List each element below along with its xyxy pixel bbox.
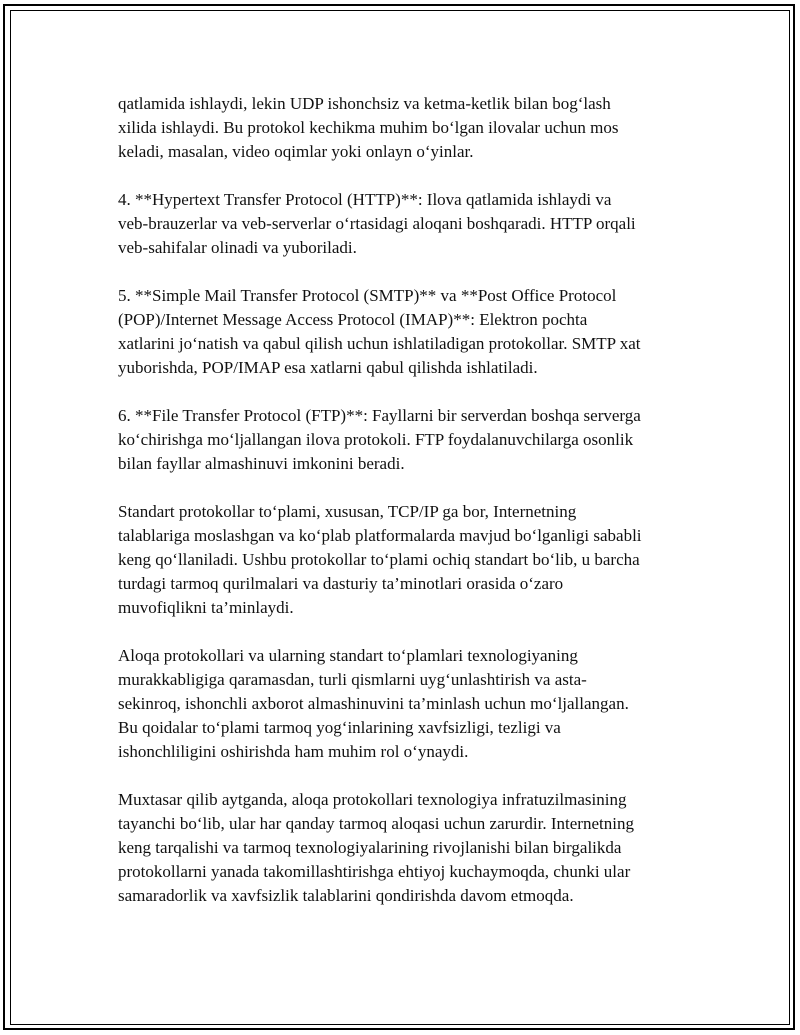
- text-line: (POP)/Internet Message Access Protocol (IMAP)**: Elektron pochta: [118, 310, 588, 329]
- text-line: keng tarqalishi va tarmoq texnologiyalarining rivojlanishi bilan birgalikda: [118, 838, 622, 857]
- text-line: keladi, masalan, video oqimlar yoki onlayn o‘yinlar.: [118, 142, 474, 161]
- text-line: muvofiqlikni ta’minlaydi.: [118, 598, 294, 617]
- document-body: [118, 92, 698, 932]
- paragraph-smtp-pop-imap: [118, 284, 698, 380]
- text-line: keng qo‘llaniladi. Ushbu protokollar to‘plami ochiq standart bo‘lib, u barcha: [118, 550, 640, 569]
- text-line: Standart protokollar to‘plami, xususan, TCP/IP ga bor, Internetning: [118, 502, 577, 521]
- text-line: Aloqa protokollari va ularning standart to‘plamlari texnologiyaning: [118, 646, 578, 665]
- text-line: murakkabligiga qaramasdan, turli qismlarni uyg‘unlashtirish va asta-: [118, 670, 587, 689]
- paragraph-protocol-sets: [118, 644, 698, 764]
- text-line: turdagi tarmoq qurilmalari va dasturiy ta’minotlari orasida o‘zaro: [118, 574, 564, 593]
- text-line: yuborishda, POP/IMAP esa xatlarni qabul qilishda ishlatiladi.: [118, 358, 538, 377]
- paragraph-standard-stack: [118, 500, 698, 620]
- text-line: Muxtasar qilib aytganda, aloqa protokollari texnologiya infratuzilmasining: [118, 790, 627, 809]
- text-line: ko‘chirishga mo‘ljallangan ilova protokoli. FTP foydalanuvchilarga osonlik: [118, 430, 634, 449]
- text-line: xilida ishlaydi. Bu protokol kechikma muhim bo‘lgan ilovalar uchun mos: [118, 118, 619, 137]
- text-line: qatlamida ishlaydi, lekin UDP ishonchsiz va ketma-ketlik bilan bog‘lash: [118, 94, 611, 113]
- text-line: veb-sahifalar olinadi va yuboriladi.: [118, 238, 357, 257]
- text-line: 4. **Hypertext Transfer Protocol (HTTP)**: Ilova qatlamida ishlaydi va: [118, 190, 612, 209]
- text-line: veb-brauzerlar va veb-serverlar o‘rtasidagi aloqani boshqaradi. HTTP orqali: [118, 214, 636, 233]
- text-line: samaradorlik va xavfsizlik talablarini qondirishda davom etmoqda.: [118, 886, 574, 905]
- text-line: 6. **File Transfer Protocol (FTP)**: Fayllarni bir serverdan boshqa serverga: [118, 406, 641, 425]
- paragraph-conclusion: [118, 788, 698, 908]
- text-line: tayanchi bo‘lib, ular har qanday tarmoq aloqasi uchun zarurdir. Internetning: [118, 814, 634, 833]
- paragraph-http: [118, 188, 698, 260]
- paragraph-ftp: [118, 404, 698, 476]
- text-line: talablariga moslashgan va ko‘plab platformalarda mavjud bo‘lganligi sababli: [118, 526, 642, 545]
- text-line: xatlarini jo‘natish va qabul qilish uchun ishlatiladigan protokollar. SMTP xat: [118, 334, 641, 353]
- text-line: 5. **Simple Mail Transfer Protocol (SMTP)** va **Post Office Protocol: [118, 286, 617, 305]
- paragraph-udp-continuation: [118, 92, 698, 164]
- text-line: ishonchliligini oshirishda ham muhim rol o‘ynaydi.: [118, 742, 469, 761]
- text-line: sekinroq, ishonchli axborot almashinuvini ta’minlash uchun mo‘ljallangan.: [118, 694, 629, 713]
- text-line: protokollarni yanada takomillashtirishga ehtiyoj kuchaymoqda, chunki ular: [118, 862, 631, 881]
- text-line: bilan fayllar almashinuvi imkonini beradi.: [118, 454, 405, 473]
- text-line: Bu qoidalar to‘plami tarmoq yog‘inlarining xavfsizligi, tezligi va: [118, 718, 561, 737]
